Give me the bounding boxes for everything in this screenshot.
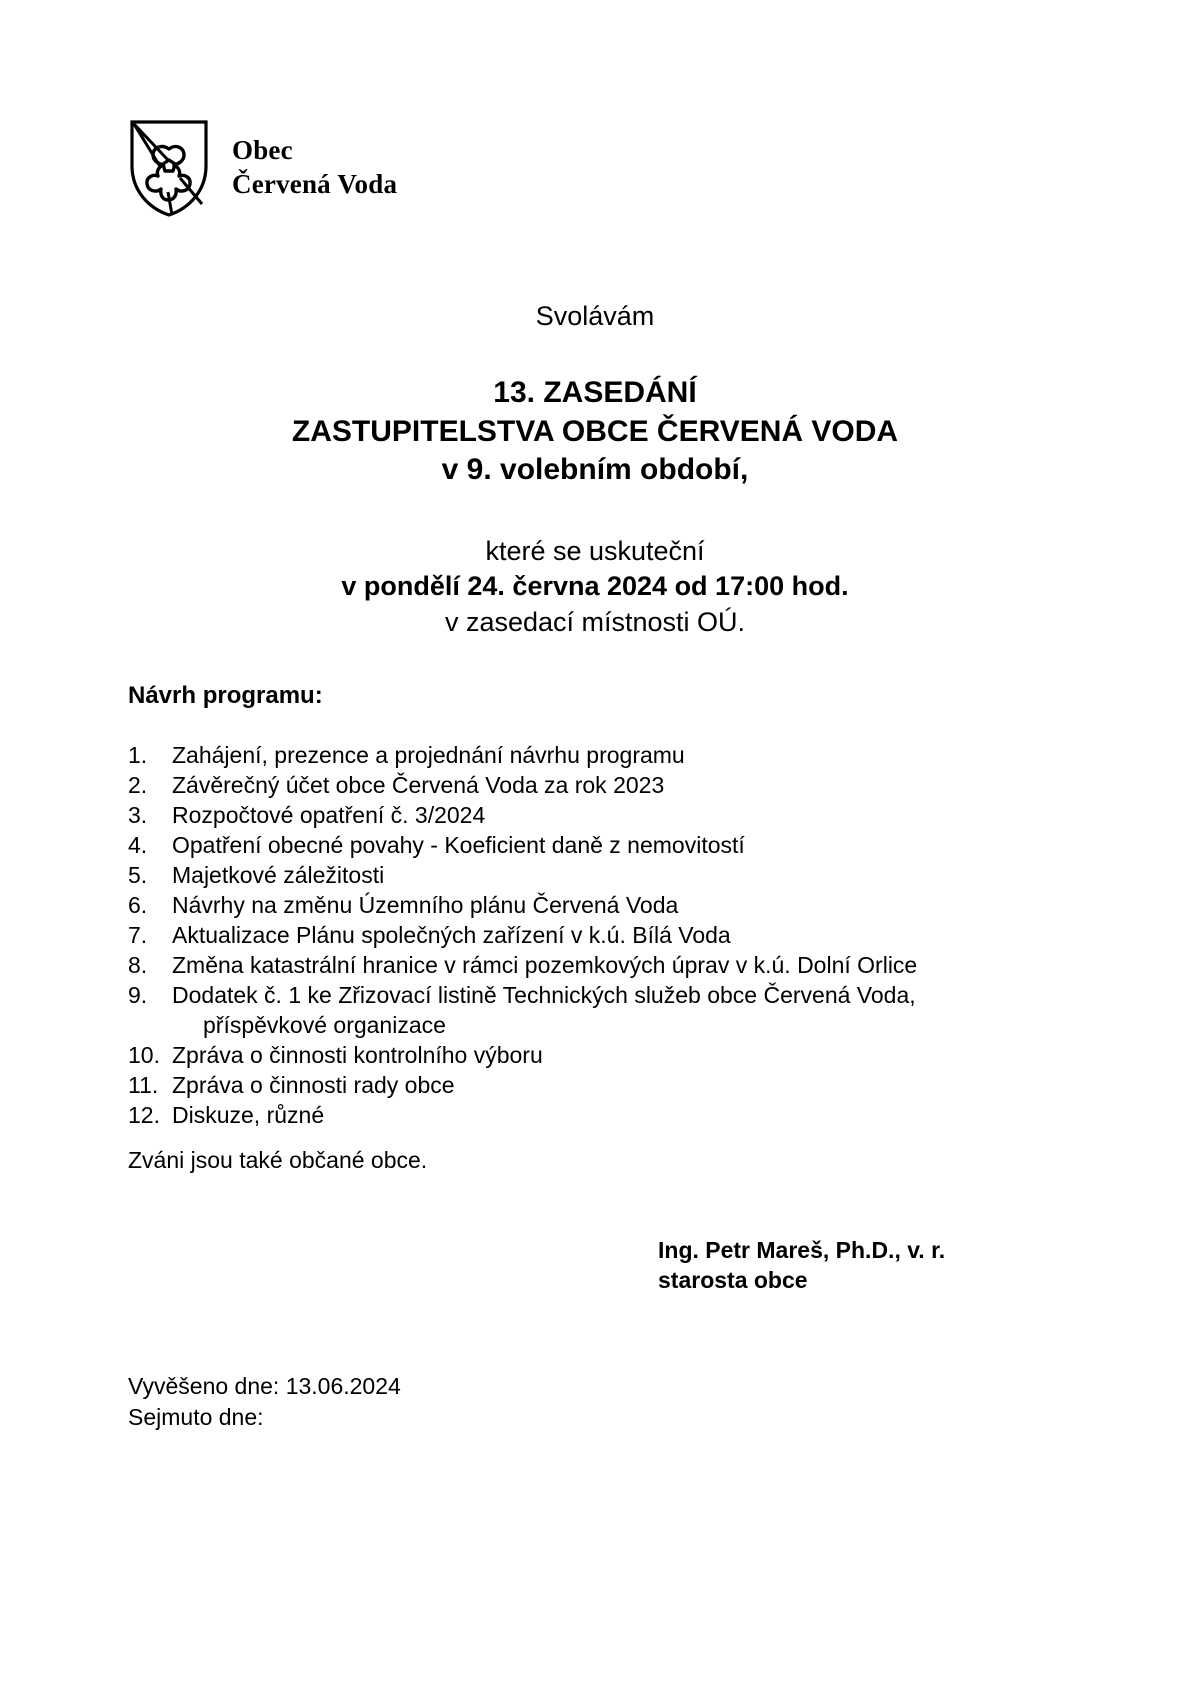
- meeting-datetime: [0, 534, 1190, 641]
- municipality-logo: [128, 118, 397, 218]
- program-item-number: 1.: [128, 742, 148, 768]
- program-item: [128, 830, 1048, 860]
- program-item-text: Aktualizace Plánu společných zařízení v k.ú. Bílá Voda: [172, 922, 731, 948]
- municipality-name: [232, 134, 397, 202]
- public-invitation-note: Zváni jsou také občané obce.: [128, 1147, 428, 1173]
- signatory-name: Ing. Petr Mareš, Ph.D., v. r.: [658, 1237, 946, 1263]
- posted-date: Vyvěšeno dne: 13.06.2024: [128, 1373, 401, 1399]
- program-item-text: Zahájení, prezence a projednání návrhu programu: [172, 742, 685, 768]
- program-item: [128, 1040, 1048, 1070]
- program-item-number: 11.: [128, 1072, 159, 1098]
- coat-of-arms-shield-rose-icon: [128, 118, 210, 218]
- program-item: [128, 740, 1048, 770]
- meeting-title-line2: ZASTUPITELSTVA OBCE ČERVENÁ VODA: [291, 414, 899, 448]
- meeting-title: [0, 374, 1190, 489]
- program-item: [128, 770, 1048, 800]
- program-item-text: Návrhy na změnu Územního plánu Červená Voda: [172, 892, 679, 918]
- program-item-text: Zpráva o činnosti kontrolního výboru: [172, 1042, 543, 1068]
- meeting-title-line1: 13. ZASEDÁNÍ: [493, 376, 697, 410]
- program-item-number: 3.: [128, 802, 148, 828]
- program-item-number: 10.: [128, 1042, 160, 1068]
- program-heading: Návrh programu:: [128, 682, 323, 709]
- program-item-number: 2.: [128, 772, 148, 798]
- program-item: [128, 920, 1048, 950]
- program-item-text: Zpráva o činnosti rady obce: [172, 1072, 455, 1098]
- program-item: [128, 800, 1048, 830]
- program-item-number: 12.: [128, 1102, 160, 1128]
- program-item-text: Dodatek č. 1 ke Zřizovací listině Technických služeb obce Červená Voda,: [172, 982, 916, 1008]
- program-item-continuation: příspěvkové organizace: [203, 1012, 446, 1038]
- program-item-text: Majetkové záležitosti: [172, 862, 385, 888]
- municipality-name-line2: Červená Voda: [232, 169, 398, 199]
- program-item-number: 9.: [128, 982, 148, 1008]
- program-item-text: Rozpočtové opatření č. 3/2024: [172, 802, 486, 828]
- program-item-text: Diskuze, různé: [172, 1102, 325, 1128]
- program-item-number: 4.: [128, 832, 148, 858]
- signatory-role: starosta obce: [658, 1267, 808, 1293]
- removed-date: Sejmuto dne:: [128, 1404, 264, 1430]
- meeting-when-date: v pondělí 24. června 2024 od 17:00 hod.: [341, 571, 849, 602]
- lead-text: Svolávám: [535, 301, 655, 331]
- municipality-name-line1: Obec: [232, 135, 293, 166]
- program-item: [128, 950, 1048, 980]
- meeting-location: v zasedací místnosti OÚ.: [444, 606, 746, 637]
- program-item-text: Závěrečný účet obce Červená Voda za rok 2023: [172, 772, 665, 798]
- program-item: [128, 1100, 1048, 1130]
- program-item: [128, 860, 1048, 890]
- meeting-title-line3: v 9. volebním období,: [441, 453, 749, 487]
- program-item-text: Opatření obecné povahy - Koeficient daně z nemovitostí: [172, 832, 745, 858]
- program-item: [128, 980, 1048, 1010]
- program-item-number: 8.: [128, 952, 148, 978]
- program-item: [128, 1070, 1048, 1100]
- program-item-number: 7.: [128, 922, 148, 948]
- program-item-text: Změna katastrální hranice v rámci pozemkových úprav v k.ú. Dolní Orlice: [172, 952, 918, 978]
- program-item: [128, 890, 1048, 920]
- program-item-number: 5.: [128, 862, 148, 888]
- program-item-number: 6.: [128, 892, 148, 918]
- program-list: [128, 740, 1048, 1130]
- posting-dates: [128, 1371, 401, 1433]
- announcement-header: [0, 300, 1190, 640]
- signature-block: [658, 1235, 945, 1295]
- meeting-when-intro: které se uskuteční: [485, 535, 705, 566]
